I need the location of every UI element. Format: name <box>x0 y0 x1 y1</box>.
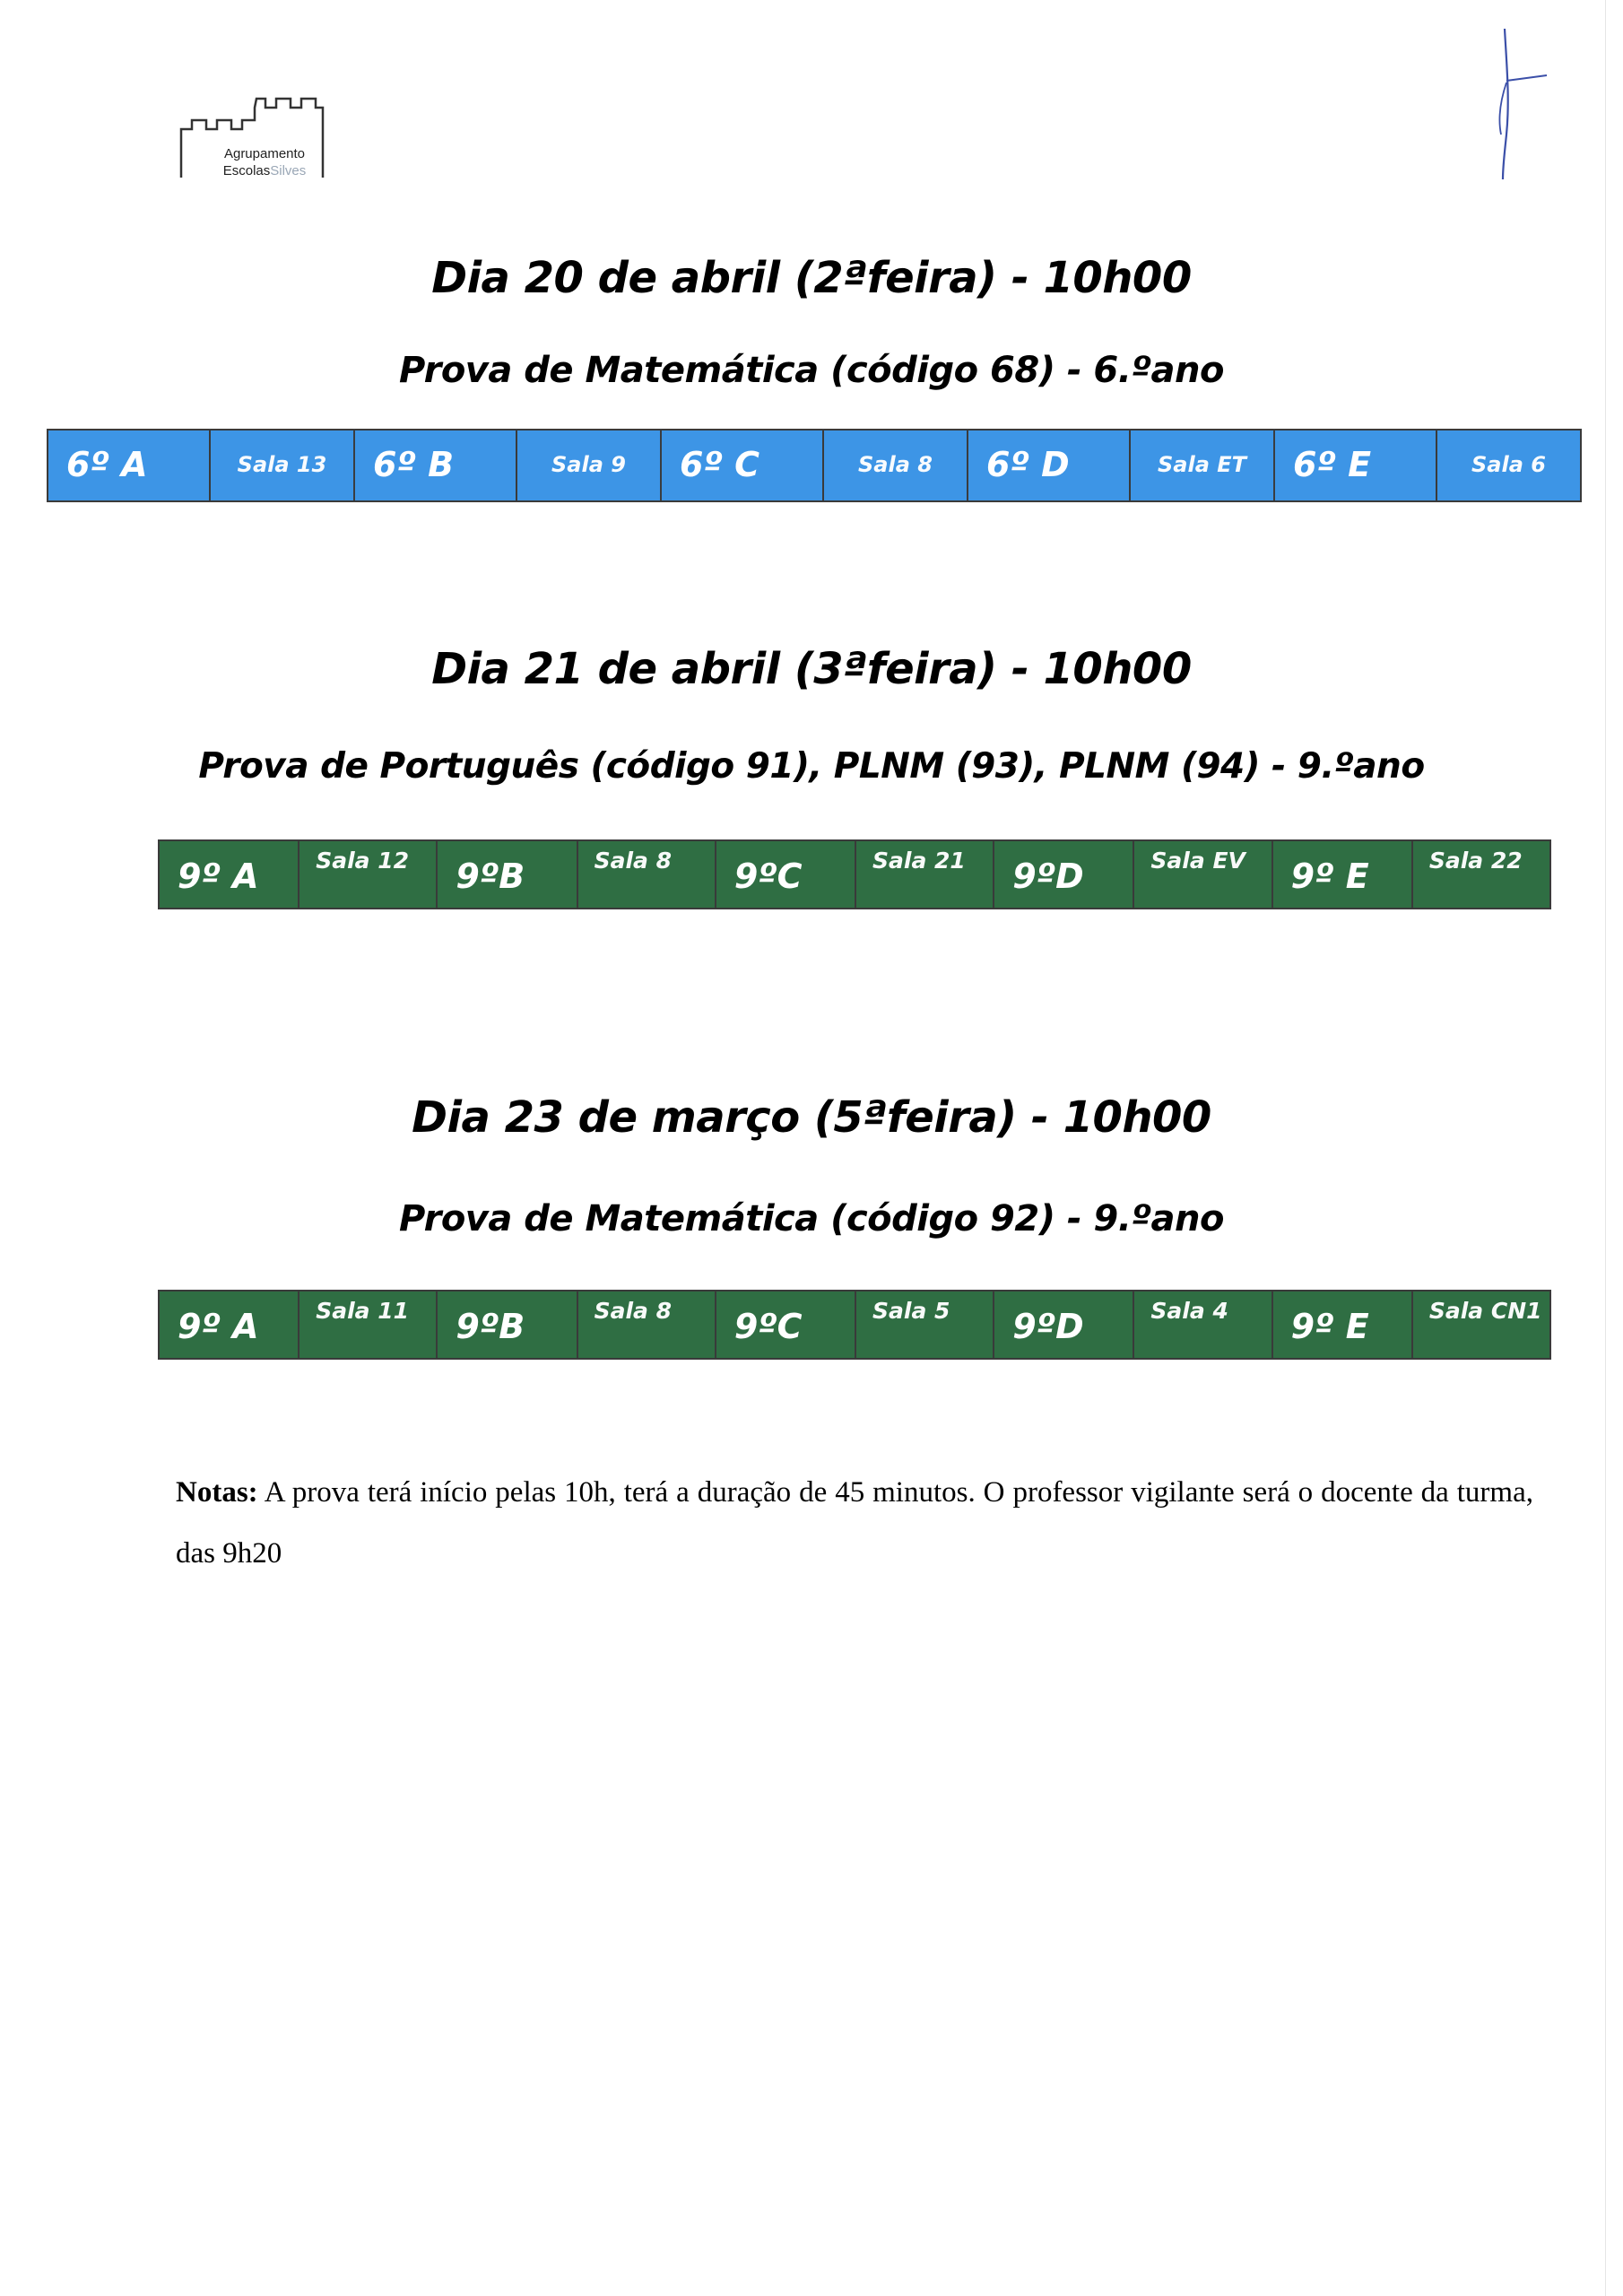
room-cell: Sala 8 <box>824 430 968 500</box>
school-logo <box>179 90 332 179</box>
section-2-exam-title: Prova de Português (código 91), PLNM (93), PLNM (94) - 9.ºano <box>198 746 1425 787</box>
room-cell: Sala 8 <box>578 1292 716 1358</box>
class-cell: 9º E <box>1273 1292 1413 1358</box>
room-cell: Sala 13 <box>211 430 355 500</box>
class-cell: 9ºD <box>994 841 1134 908</box>
class-cell: 9º A <box>160 1292 299 1358</box>
class-cell: 6º C <box>662 430 824 500</box>
room-cell: Sala 21 <box>856 841 994 908</box>
handwritten-signature <box>1471 27 1551 188</box>
class-cell: 9ºD <box>994 1292 1134 1358</box>
room-cell: Sala 9 <box>517 430 662 500</box>
class-cell: 9º E <box>1273 841 1413 908</box>
room-cell: Sala 4 <box>1134 1292 1272 1358</box>
section-1-exam-title: Prova de Matemática (código 68) - 6.ºano <box>399 350 1224 391</box>
class-cell: 6º B <box>355 430 517 500</box>
section-2-day-title: Dia 21 de abril (3ªfeira) - 10h00 <box>431 644 1192 694</box>
logo-line2-accent: Silves <box>270 163 307 178</box>
room-cell: Sala 12 <box>299 841 438 908</box>
room-cell: Sala 6 <box>1471 452 1546 477</box>
logo-line1: Agrupamento <box>223 146 306 161</box>
page-edge <box>1605 0 1606 2296</box>
section-2-schedule <box>158 839 1551 909</box>
class-cell: 9º A <box>160 841 299 908</box>
section-1-schedule <box>47 429 1582 502</box>
class-cell: 6º E <box>1275 430 1437 500</box>
room-cell: Sala 5 <box>856 1292 994 1358</box>
room-cell: Sala 22 <box>1428 848 1523 874</box>
notes-paragraph <box>176 1462 1533 1584</box>
class-cell: 6º A <box>48 430 211 500</box>
room-cell: Sala 8 <box>578 841 716 908</box>
class-cell: 9ºB <box>438 841 577 908</box>
notes-label: Notas: <box>176 1476 258 1509</box>
class-cell: 9ºC <box>716 841 856 908</box>
logo-line2-first: Escolas <box>222 163 271 178</box>
room-cell: Sala 11 <box>299 1292 438 1358</box>
room-cell: Sala CN1 <box>1428 1298 1542 1324</box>
room-cell: Sala ET <box>1131 430 1275 500</box>
logo-text <box>197 145 332 179</box>
class-cell: 9ºB <box>438 1292 577 1358</box>
section-3-exam-title: Prova de Matemática (código 92) - 9.ºano <box>399 1198 1224 1239</box>
class-cell: 9ºC <box>716 1292 856 1358</box>
logo-line2 <box>197 162 332 179</box>
section-3-day-title: Dia 23 de março (5ªfeira) - 10h00 <box>412 1092 1211 1143</box>
notes-text: A prova terá início pelas 10h, terá a duração de 45 minutos. O professor vigilante será o docente da turma, das 9h20 <box>176 1476 1533 1570</box>
section-1-day-title: Dia 20 de abril (2ªfeira) - 10h00 <box>431 253 1192 303</box>
section-3-schedule <box>158 1290 1551 1360</box>
room-cell: Sala EV <box>1134 841 1272 908</box>
class-cell: 6º D <box>968 430 1131 500</box>
